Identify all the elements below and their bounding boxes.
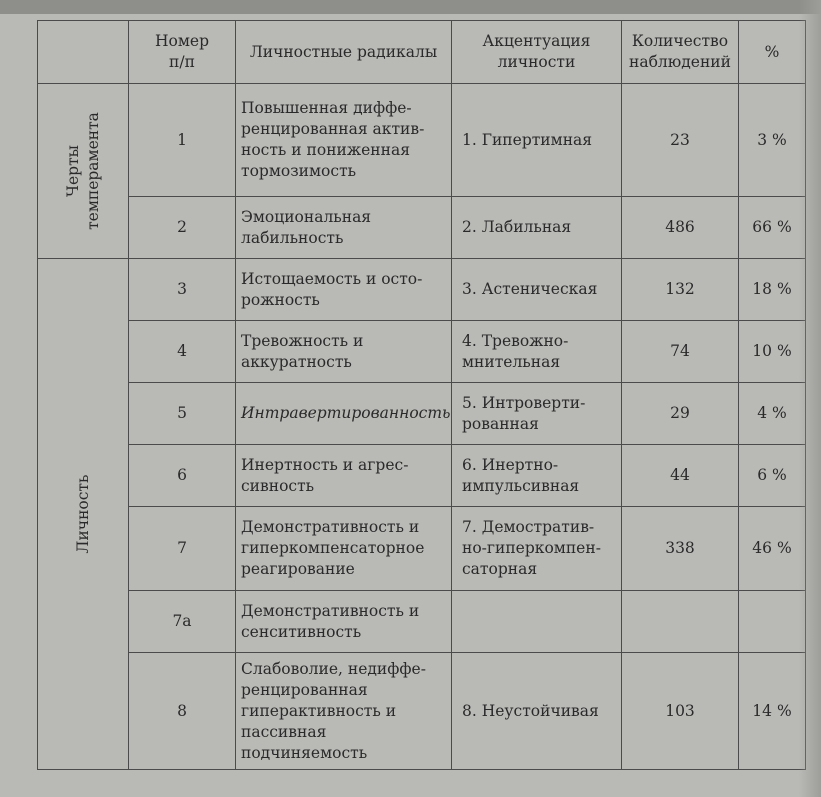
cell-count: 74 (622, 321, 739, 383)
cell-accentuation: 7. Демостратив- но-гиперкомпен- саторная (452, 507, 622, 591)
cell-radical: Истощаемость и осто- рожность (236, 259, 452, 321)
cell-number: 2 (129, 197, 236, 259)
cell-count: 103 (622, 653, 739, 770)
table-row (38, 653, 806, 770)
cell-percent: 10 % (739, 321, 806, 383)
cell-count: 44 (622, 445, 739, 507)
accentuation-table (37, 20, 806, 770)
table-row (38, 591, 806, 653)
header-count: Количество наблюдений (622, 21, 739, 84)
group-temperament (38, 84, 129, 259)
group-label: Личность (74, 474, 92, 554)
table-row (38, 383, 806, 445)
header-percent: % (739, 21, 806, 84)
cell-count (622, 591, 739, 653)
cell-percent (739, 591, 806, 653)
cell-accentuation: 1. Гипертимная (452, 84, 622, 197)
table-row (38, 507, 806, 591)
cell-percent: 18 % (739, 259, 806, 321)
header-num: Номер п/п (129, 21, 236, 84)
page-top-edge (0, 0, 821, 14)
cell-accentuation: 5. Интроверти- рованная (452, 383, 622, 445)
cell-number: 8 (129, 653, 236, 770)
cell-radical: Демонстративность и сенситивность (236, 591, 452, 653)
group-label: Черты темперамента (64, 112, 102, 230)
cell-accentuation: 2. Лабильная (452, 197, 622, 259)
header-radicals: Личностные радикалы (236, 21, 452, 84)
cell-number: 3 (129, 259, 236, 321)
table-row (38, 84, 806, 197)
cell-percent: 14 % (739, 653, 806, 770)
cell-percent: 66 % (739, 197, 806, 259)
cell-accentuation: 8. Неустойчивая (452, 653, 622, 770)
table-row (38, 321, 806, 383)
cell-number: 4 (129, 321, 236, 383)
cell-accentuation (452, 591, 622, 653)
cell-count: 486 (622, 197, 739, 259)
cell-percent: 46 % (739, 507, 806, 591)
cell-count: 132 (622, 259, 739, 321)
cell-percent: 6 % (739, 445, 806, 507)
cell-number: 6 (129, 445, 236, 507)
cell-count: 23 (622, 84, 739, 197)
table-row (38, 259, 806, 321)
cell-number: 1 (129, 84, 236, 197)
cell-accentuation: 6. Инертно- импульсивная (452, 445, 622, 507)
cell-percent: 3 % (739, 84, 806, 197)
page-right-shadow (799, 0, 821, 797)
header-group (38, 21, 129, 84)
header-accentuation: Акцентуация личности (452, 21, 622, 84)
cell-count: 29 (622, 383, 739, 445)
cell-radical: Инертность и агрес- сивность (236, 445, 452, 507)
group-personality (38, 259, 129, 770)
cell-percent: 4 % (739, 383, 806, 445)
table-row (38, 445, 806, 507)
cell-number: 7 (129, 507, 236, 591)
cell-radical: Демонстративность и гиперкомпенсаторное реагирование (236, 507, 452, 591)
cell-radical: Интравертированность (236, 383, 452, 445)
cell-number: 5 (129, 383, 236, 445)
cell-radical: Тревожность и аккуратность (236, 321, 452, 383)
cell-number: 7а (129, 591, 236, 653)
table-row (38, 197, 806, 259)
cell-count: 338 (622, 507, 739, 591)
cell-radical: Эмоциональная лабильность (236, 197, 452, 259)
cell-accentuation: 4. Тревожно- мнительная (452, 321, 622, 383)
cell-radical: Повышенная диффе- ренцированная актив- ность и пониженная тормозимость (236, 84, 452, 197)
cell-radical: Слабоволие, недиффе- ренцированная гиперактивность и пассивная подчиняемость (236, 653, 452, 770)
cell-accentuation: 3. Астеническая (452, 259, 622, 321)
header-row (38, 21, 806, 84)
